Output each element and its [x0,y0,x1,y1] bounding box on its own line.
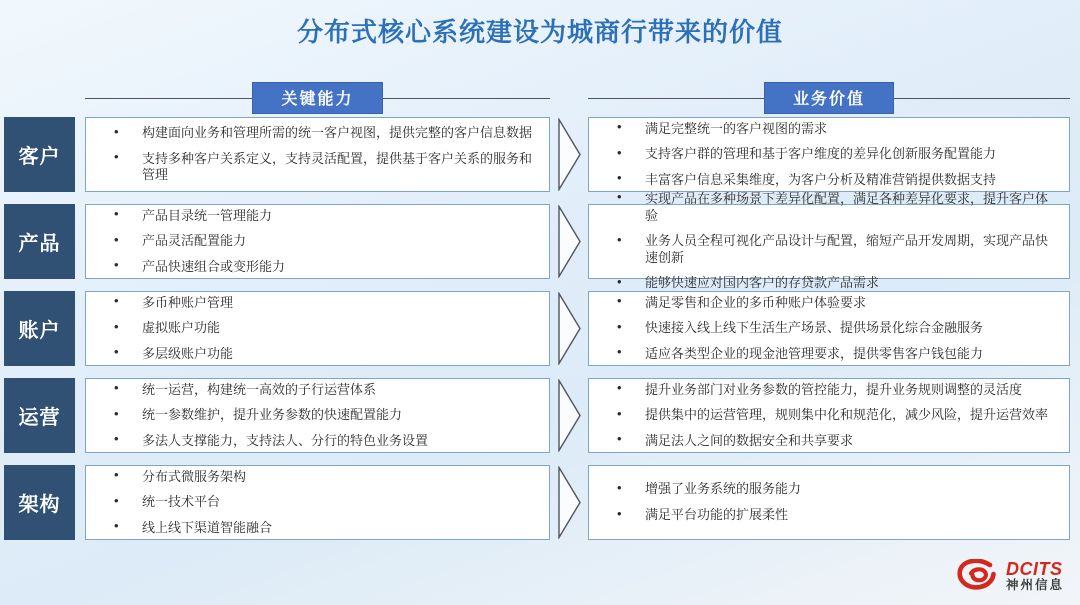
bullet-item: • 实现产品在多种场景下差异化配置，满足各种差异化要求，提升客户体验 [599,186,1059,228]
bullet-item: • 多币种账户管理 [96,290,539,316]
bullet-item: • 适应各类型企业的现金池管理要求，提供零售客户钱包能力 [599,341,1059,367]
capabilities-list [96,377,539,454]
values-box [588,291,1070,366]
row-label: 运营 [4,378,75,453]
right-arrow-icon [556,466,582,539]
bullet-item: • 产品快速组合或变形能力 [96,254,539,280]
bullet-item: • 满足平台功能的扩展柔性 [599,503,1059,529]
table-row [0,378,1080,453]
bullet-item: • 产品目录统一管理能力 [96,203,539,229]
row-label: 产品 [4,204,75,279]
column-header-values [588,84,1070,111]
table-row [0,465,1080,540]
right-arrow-icon [556,118,582,191]
capabilities-list [96,464,539,541]
bullet-item: • 快速接入线上线下生活生产场景、提供场景化综合金融服务 [599,316,1059,342]
values-list [599,377,1059,454]
table-row [0,291,1080,366]
row-label: 客户 [4,117,75,192]
capabilities-box [85,291,550,366]
values-box [588,378,1070,453]
bullet-item: • 提升业务部门对业务参数的管控能力，提升业务规则调整的灵活度 [599,377,1059,403]
logo-company: 神州信息 [1005,577,1064,592]
bullet-item: • 统一参数维护，提升业务参数的快速配置能力 [96,403,539,429]
bullet-item: • 满足完整统一的客户视图的需求 [599,116,1059,142]
table-row [0,117,1080,192]
arrow-cell [556,117,582,192]
capabilities-box [85,378,550,453]
bullet-item: • 多层级账户功能 [96,341,539,367]
bullet-item: • 能够快速应对国内客户的存贷款产品需求 [599,271,1059,297]
capabilities-list [96,290,539,367]
bullet-item: • 多法人支撑能力，支持法人、分行的特色业务设置 [96,428,539,454]
bullet-item: • 业务人员全程可视化产品设计与配置，缩短产品开发周期，实现产品快速创新 [599,229,1059,271]
values-box [588,190,1070,291]
bullet-item: • 增强了业务系统的服务能力 [599,477,1059,503]
values-list [599,186,1059,296]
right-arrow-icon [556,379,582,452]
bullet-item: • 构建面向业务和管理所需的统一客户视图，提供完整的客户信息数据 [96,121,539,147]
column-header-capabilities [85,84,550,111]
values-box [588,117,1070,192]
dcits-swirl-icon [957,559,999,593]
arrow-cell [556,378,582,453]
values-box [588,465,1070,540]
arrow-cell [556,465,582,540]
right-arrow-icon [556,205,582,278]
values-list [599,477,1059,528]
right-arrow-icon [556,292,582,365]
bullet-item: • 虚拟账户功能 [96,316,539,342]
logo-brand: DCITS [1005,558,1063,579]
bullet-item: • 支持多种客户关系定义，支持灵活配置，提供基于客户关系的服务和管理 [96,146,539,188]
capabilities-box [85,465,550,540]
capabilities-box [85,204,550,279]
bullet-item: • 产品灵活配置能力 [96,229,539,255]
bullet-item: • 支持客户群的管理和基于客户维度的差异化创新服务配置能力 [599,142,1059,168]
capabilities-list [96,203,539,280]
bullet-item: • 统一运营，构建统一高效的子行运营体系 [96,377,539,403]
capabilities-box [85,117,550,192]
dcits-logo [957,559,1064,593]
row-label: 账户 [4,291,75,366]
values-list [599,116,1059,193]
values-list [599,290,1059,367]
values-header-chip: 业务价值 [764,82,894,114]
arrow-cell [556,204,582,279]
bullet-item: • 丰富客户信息采集维度，为客户分析及精准营销提供数据支持 [599,167,1059,193]
bullet-item: • 满足法人之间的数据安全和共享要求 [599,428,1059,454]
bullet-item: • 统一技术平台 [96,490,539,516]
capabilities-list [96,121,539,189]
bullet-item: • 线上线下渠道智能融合 [96,515,539,541]
rows [0,117,1080,552]
bullet-item: • 满足零售和企业的多币种账户体验要求 [599,290,1059,316]
bullet-item: • 提供集中的运营管理，规则集中化和规范化，减少风险，提升运营效率 [599,403,1059,429]
row-label: 架构 [4,465,75,540]
bullet-item: • 分布式微服务架构 [96,464,539,490]
table-row [0,190,1080,291]
page-title: 分布式核心系统建设为城商行带来的价值 [296,17,783,47]
logo-text [1006,560,1064,592]
capabilities-header-chip: 关键能力 [252,82,382,114]
arrow-cell [556,291,582,366]
